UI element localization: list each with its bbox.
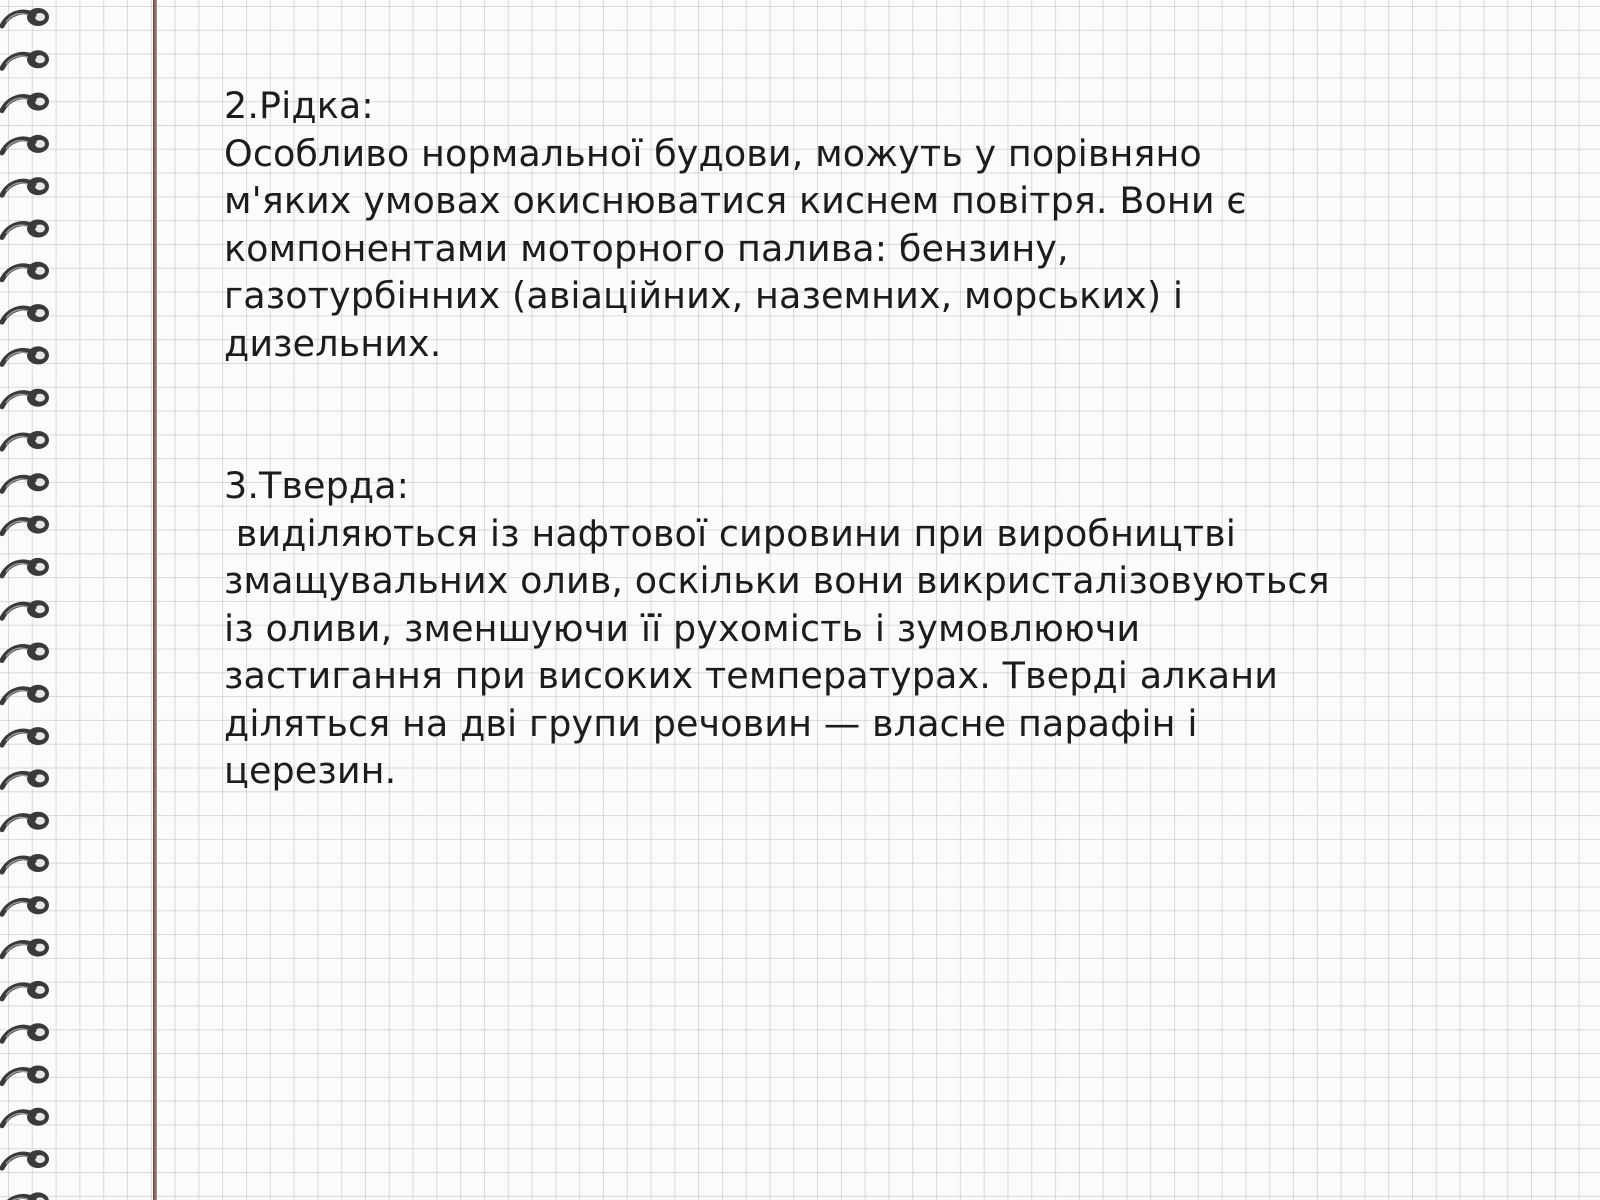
spiral-ring [2, 939, 49, 957]
spiral-ring [2, 1192, 49, 1200]
spiral-ring [2, 262, 49, 280]
slide-content [224, 82, 1364, 795]
text-line: церезин. [224, 749, 397, 792]
spiral-ring [2, 854, 49, 872]
text-line: змащувальних олив, оскільки вони викристалізовуються [224, 559, 1330, 602]
spiral-ring [2, 50, 49, 68]
spiral-ring [2, 1150, 49, 1168]
spiral-ring [2, 346, 49, 364]
text-line: Особливо нормальної будови, можуть у порівняно [224, 131, 1202, 175]
text-line: газотурбінних (авіаційних, наземних, морських) і [224, 274, 1184, 317]
spiral-ring [2, 643, 49, 661]
text-line: виділяються із нафтової сировини при виробництві [224, 511, 1236, 555]
spiral-ring [2, 304, 49, 322]
spiral-ring [2, 812, 49, 830]
section-solid [224, 462, 1364, 795]
spiral-ring [2, 685, 49, 703]
spiral-ring [2, 1108, 49, 1126]
text-line: діляться на дві групи речовин — власне парафін і [224, 701, 1198, 745]
spiral-ring [2, 389, 49, 407]
text-line: м'яких умовах окиснюватися киснем повітря. Вони є [224, 179, 1247, 222]
text-line: дизельних. [224, 321, 442, 365]
margin-line [153, 0, 157, 1200]
spiral-ring [2, 431, 49, 449]
spiral-binding-icon [0, 0, 60, 1200]
spiral-ring [2, 516, 49, 534]
text-line: компонентами моторного палива: бензину, [224, 226, 1069, 270]
section-liquid [224, 82, 1364, 367]
spiral-ring [2, 981, 49, 999]
spiral-ring [2, 8, 49, 26]
spiral-ring [2, 177, 49, 195]
spiral-ring [2, 600, 49, 618]
spiral-ring [2, 727, 49, 745]
spiral-ring [2, 769, 49, 787]
spiral-ring [2, 220, 49, 238]
spiral-ring [2, 1023, 49, 1041]
spiral-ring [2, 1066, 49, 1084]
spiral-ring [2, 896, 49, 914]
text-line: із оливи, зменшуючи її рухомість і зумовлюючи [224, 606, 1141, 650]
spiral-ring [2, 135, 49, 153]
spiral-ring [2, 558, 49, 576]
section-heading: 3.Тверда: [224, 464, 410, 507]
section-heading: 2.Рідка: [224, 84, 374, 127]
spiral-ring [2, 93, 49, 111]
text-line: застигання при високих температурах. Тверді алкани [224, 654, 1279, 697]
spiral-ring [2, 473, 49, 491]
